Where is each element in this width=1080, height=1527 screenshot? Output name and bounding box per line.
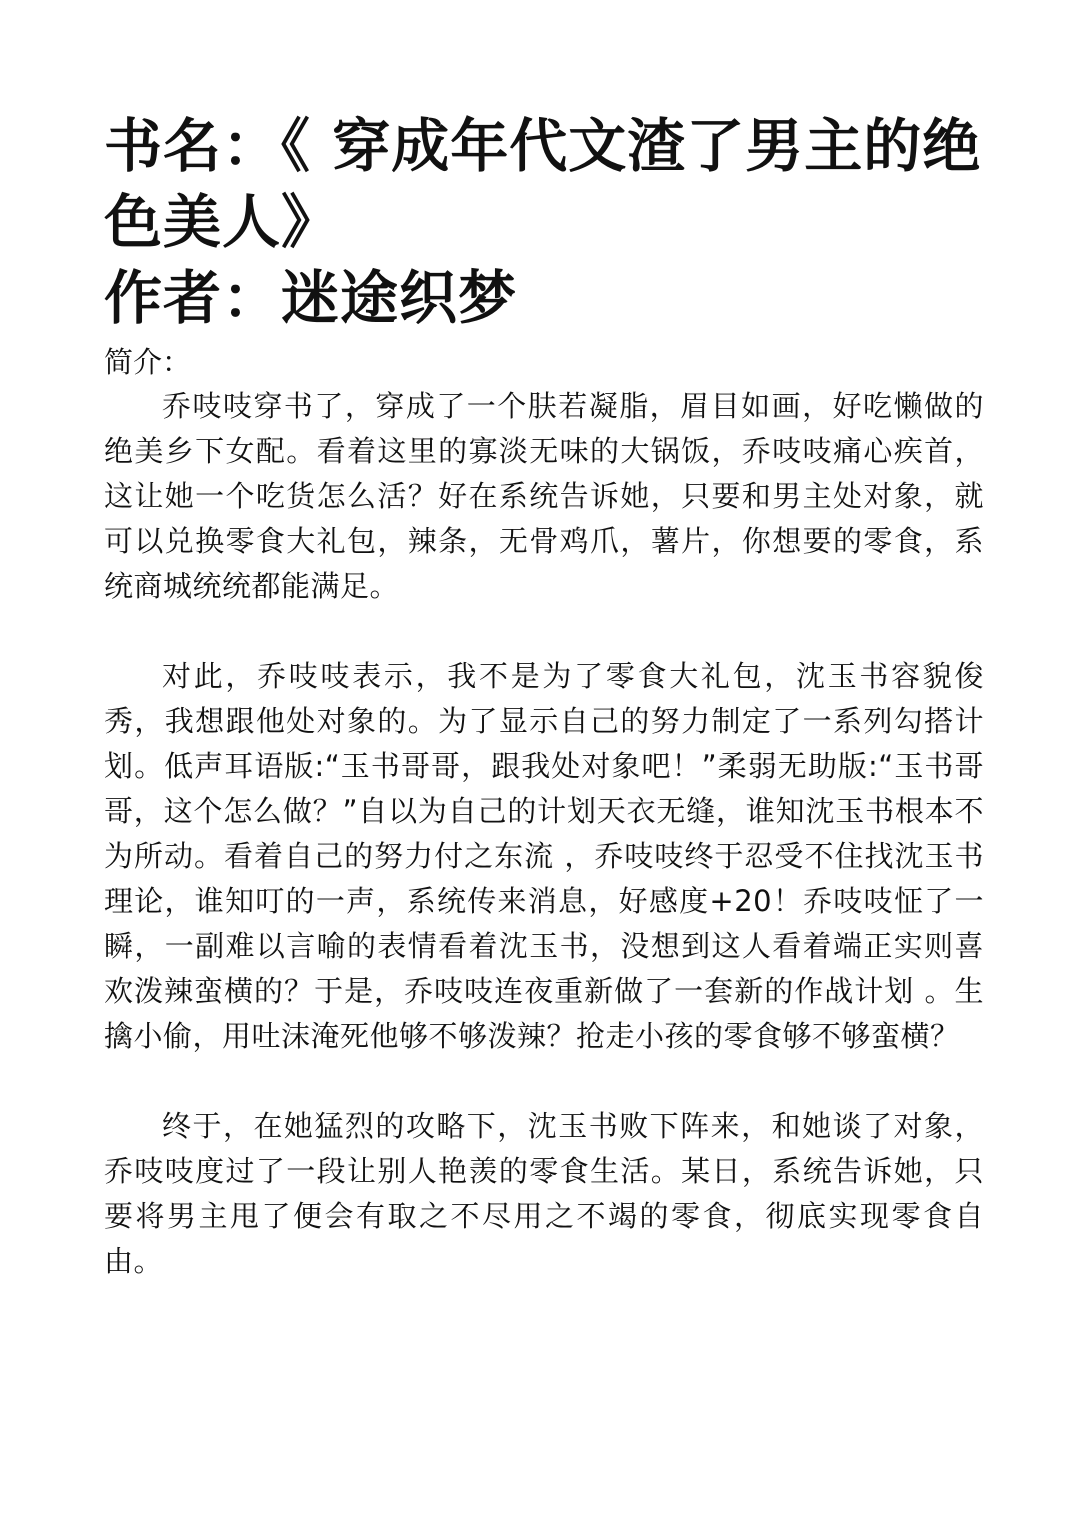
book-author: 作者：迷途织梦 xyxy=(104,264,518,332)
synopsis-paragraph-3: 终于，在她猛烈的攻略下，沈玉书败下阵来，和她谈了对象，乔吱吱度过了一段让别人艳羡的零食生活。某日，系统告诉她，只要将男主甩了便会有取之不尽用之不竭的零食，彻底实现零食自由。 xyxy=(104,1109,984,1278)
synopsis-paragraph-1: 乔吱吱穿书了，穿成了一个肤若凝脂，眉目如画，好吃懒做的绝美乡下女配。看着这里的寡淡无味的大锅饭，乔吱吱痛心疾首，这让她一个吃货怎么活？好在系统告诉她，只要和男主处对象，就可以兑换零食大礼包，辣条，无骨鸡爪，薯片，你想要的零食，系统商城统统都能满足。 xyxy=(104,389,984,603)
synopsis xyxy=(104,384,984,1284)
intro-label: 简介： xyxy=(104,345,192,379)
book-title: 书名：《 穿成年代文渣了男主的绝色美人》 xyxy=(104,112,982,256)
synopsis-paragraph-2: 对此，乔吱吱表示，我不是为了零食大礼包，沈玉书容貌俊秀，我想跟他处对象的。为了显示自己的努力制定了一系列勾搭计划。低声耳语版:“玉书哥哥，跟我处对象吧！”柔弱无助版:“玉书哥哥，这个怎么做？”自以为自己的计划天衣无缝，谁知沈玉书根本不为所动。看着自己的努力付之东流 ，乔吱吱终于忍受不住找沈玉书理论，谁知叮的一声，系统传来消息，好感度+20！乔吱吱怔了一瞬，一副难以言喻的表情看着沈玉书，没想到这人看着端正实则喜欢泼辣蛮横的？于是，乔吱吱连夜重新做了一套新的作战计划 。生擒小偷，用吐沫淹死他够不够泼辣？抢走小孩的零食够不够蛮横？ xyxy=(104,659,984,1053)
document-page xyxy=(104,108,984,1284)
